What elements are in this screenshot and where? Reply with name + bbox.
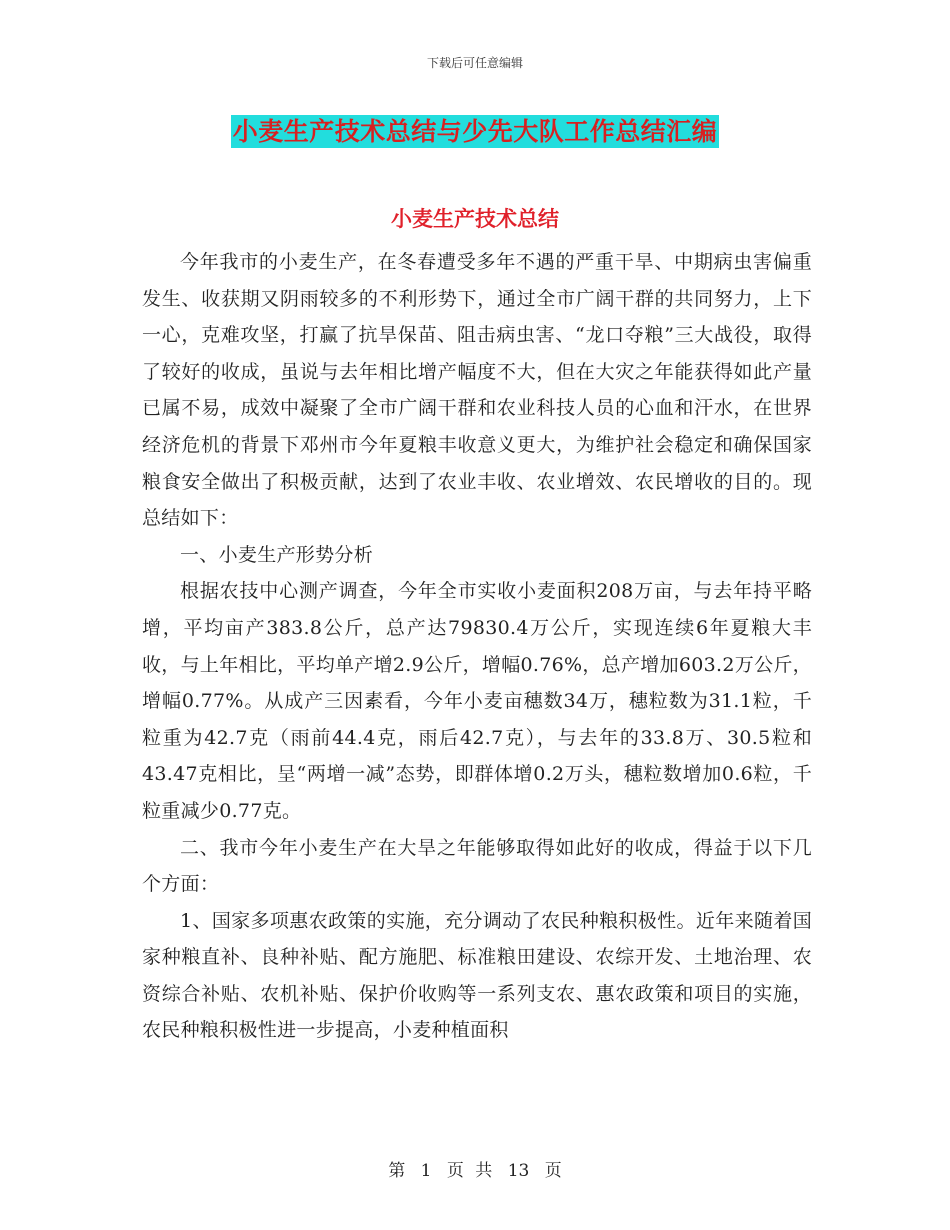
paragraph-heading-1: 一、小麦生产形势分析 (180, 543, 374, 566)
total-pages: 13 (507, 1161, 530, 1181)
footer-prefix: 第 (388, 1161, 406, 1181)
paragraph-heading-2: 二、我市今年小麦生产在大旱之年能够取得如此好的收成，得益于以下几个方面： (142, 836, 812, 896)
paragraph-intro: 今年我市的小麦生产，在冬春遭受多年不遇的严重干旱、中期病虫害偏重发生、收获期又阴雨较多的不利形势下，通过全市广阔干群的共同努力，上下一心，克难攻坚，打赢了抗旱保苗、阻击病虫害、“龙口夺粮”三大战役，取得了较好的收成，虽说与去年相比增产幅度不大，但在大灾之年能获得如此产量已属不易，成效中凝聚了全市广阔干群和农业科技人员的心血和汗水，在世界经济危机的背景下邓州市今年夏粮丰收意义更大，为维护社会稳定和确保国家粮食安全做出了积极贡献，达到了农业丰收、农业增效、农民增收的目的。现总结如下： (142, 251, 812, 530)
body-text (142, 244, 812, 1049)
page-number: 1 (420, 1161, 432, 1181)
document-title (0, 112, 950, 148)
paragraph-analysis: 根据农技中心测产调查，今年全市实收小麦面积208万亩，与去年持平略增，平均亩产383.8公斤，总产达79830.4万公斤，实现连续6年夏粮大丰收，与上年相比，平均单产增2.9公斤，增幅0.76%，总产增加603.2万公斤，增幅0.77%。从成产三因素看，今年小麦亩穗数34万，穗粒数为31.1粒，千粒重为42.7克（雨前44.4克，雨后42.7克），与去年的33.8万、30.5粒和43.47克相比，呈“两增一减”态势，即群体增0.2万头，穗粒数增加0.6粒，千粒重减少0.77克。 (142, 580, 812, 822)
paragraph-policy: 1、国家多项惠农政策的实施，充分调动了农民种粮积极性。近年来随着国家种粮直补、良种补贴、配方施肥、标准粮田建设、农综开发、土地治理、农资综合补贴、农机补贴、保护价收购等一系列支农、惠农政策和项目的实施，农民种粮积极性进一步提高，小麦种植面积 (142, 909, 812, 1042)
document-title-text: 小麦生产技术总结与少先大队工作总结汇编 (232, 117, 718, 146)
page-footer (0, 1156, 950, 1181)
footer-mid: 页 共 (446, 1161, 493, 1181)
footer-suffix: 页 (544, 1161, 562, 1181)
section-title: 小麦生产技术总结 (391, 207, 559, 231)
header-note: 下载后可任意编辑 (426, 56, 523, 70)
